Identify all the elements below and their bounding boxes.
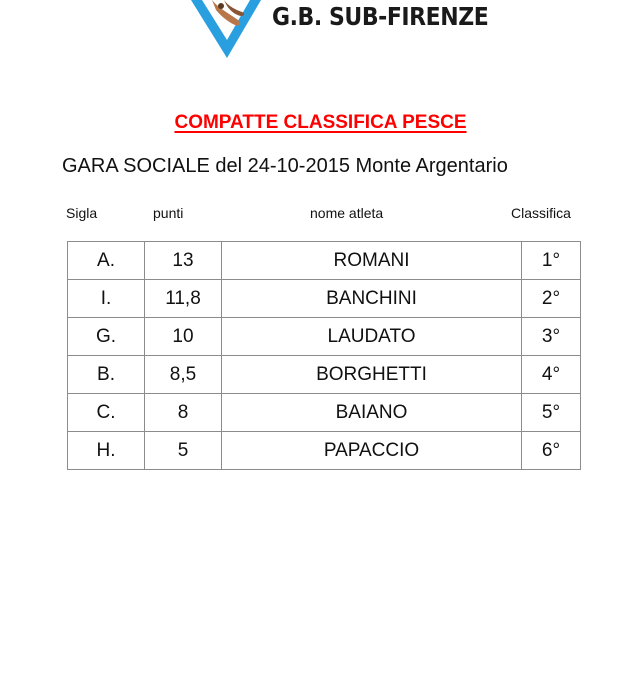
page-title-text: COMPATTE CLASSIFICA PESCE [174,112,467,133]
cell-sigla: H. [68,432,145,470]
column-header-punti: punti [153,205,184,221]
table-row [68,394,581,432]
column-header-sigla: Sigla [66,205,98,221]
cell-nome: BAIANO [222,394,522,432]
cell-punti: 13 [145,242,222,280]
column-header-classifica: Classifica [511,205,571,221]
cell-punti: 8 [145,394,222,432]
table-row [68,318,581,356]
event-subtitle: GARA SOCIALE del 24-10-2015 Monte Argentario [62,155,508,177]
page-title [0,112,641,134]
club-name: G.B. SUB-FIRENZE [272,2,489,31]
club-logo [188,0,489,62]
cell-sigla: I. [68,280,145,318]
cell-classifica: 5° [522,394,581,432]
table-row [68,280,581,318]
cell-nome: ROMANI [222,242,522,280]
cell-classifica: 4° [522,356,581,394]
cell-classifica: 2° [522,280,581,318]
cell-punti: 10 [145,318,222,356]
table-row [68,356,581,394]
results-table [67,241,581,470]
table-row [68,242,581,280]
cell-nome: BANCHINI [222,280,522,318]
column-header-nome-atleta: nome atleta [310,205,384,221]
cell-sigla: G. [68,318,145,356]
cell-classifica: 3° [522,318,581,356]
cell-punti: 8,5 [145,356,222,394]
cell-sigla: B. [68,356,145,394]
cell-classifica: 1° [522,242,581,280]
cell-classifica: 6° [522,432,581,470]
cell-punti: 11,8 [145,280,222,318]
cell-nome: PAPACCIO [222,432,522,470]
cell-sigla: C. [68,394,145,432]
cell-sigla: A. [68,242,145,280]
cell-nome: LAUDATO [222,318,522,356]
cell-nome: BORGHETTI [222,356,522,394]
cell-punti: 5 [145,432,222,470]
table-row [68,432,581,470]
club-emblem-icon [188,0,268,62]
